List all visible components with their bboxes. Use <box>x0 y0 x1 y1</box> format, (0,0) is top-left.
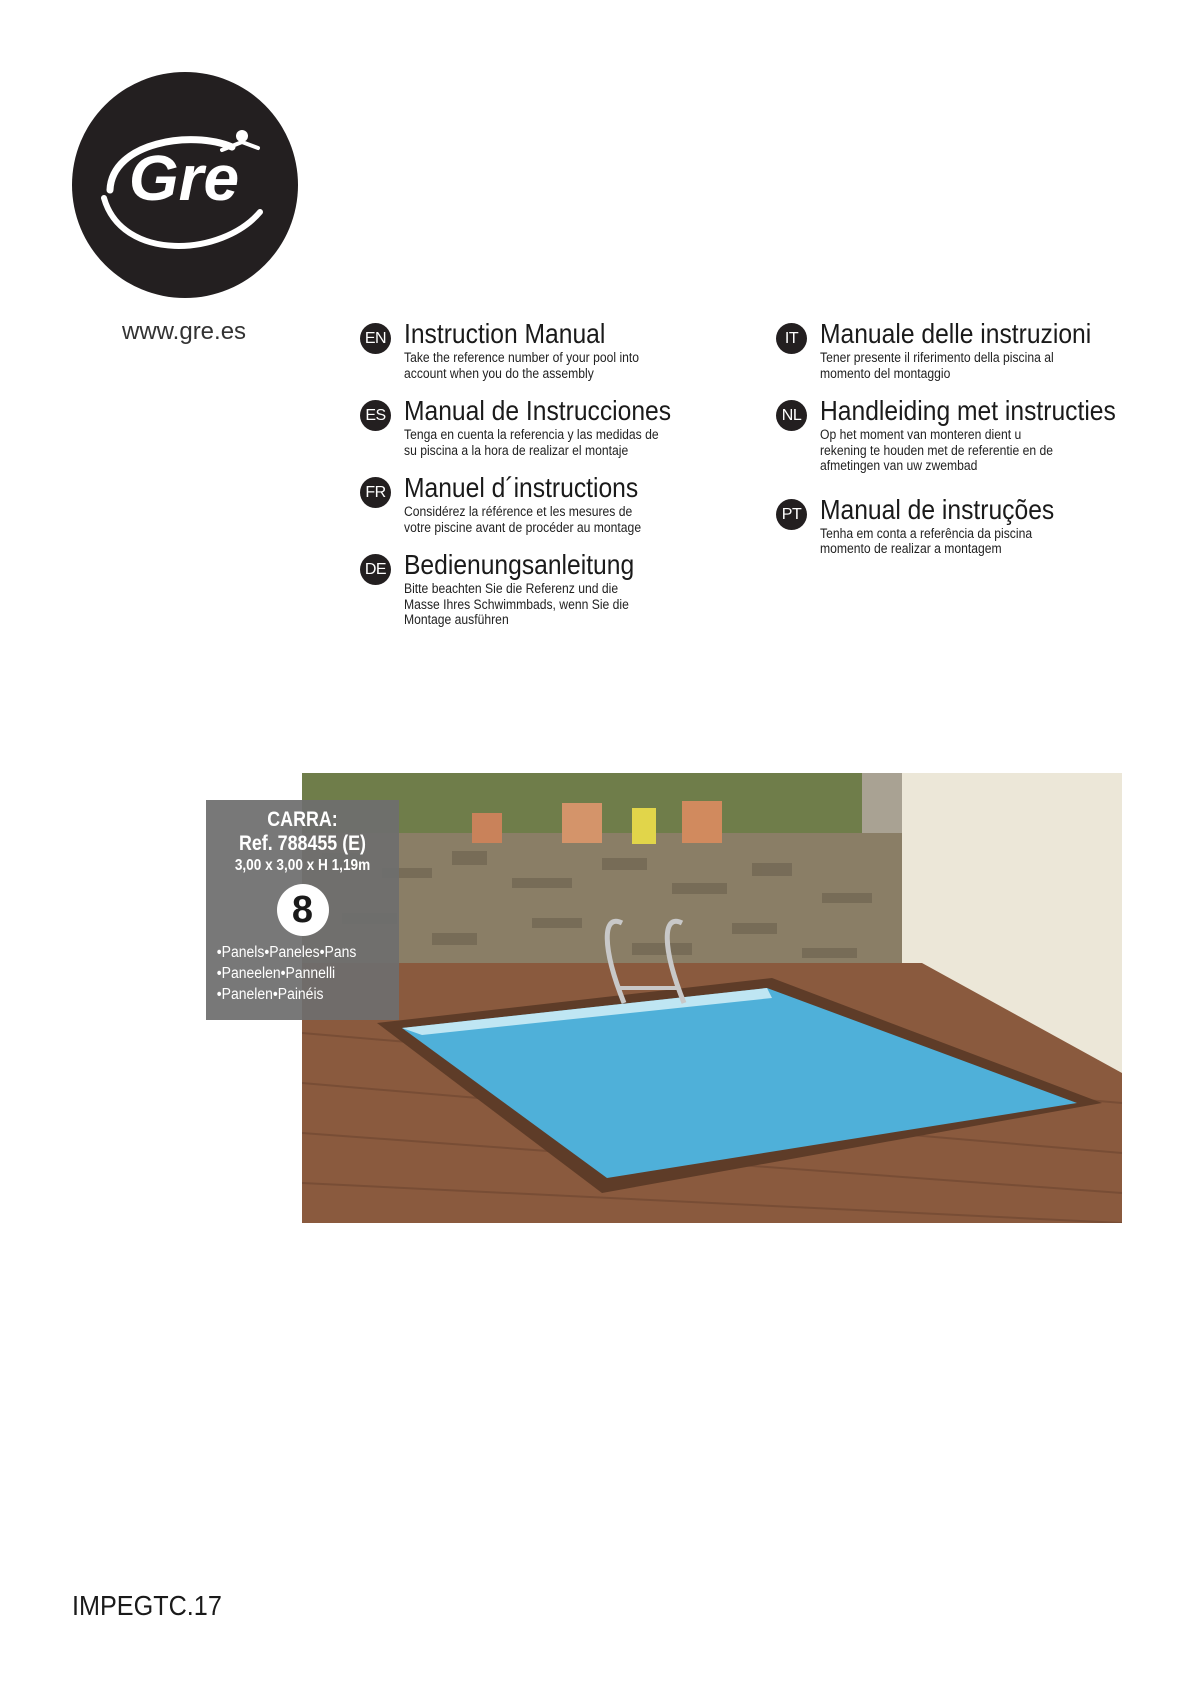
lang-badge-it: IT <box>776 323 807 354</box>
manual-list-left <box>360 318 740 628</box>
manual-pt <box>776 494 1156 557</box>
manual-title-es: Manual de Instrucciones <box>404 395 672 426</box>
manual-desc-nl: Op het moment van monteren dient u rekening te houden met de referentie en de afmetingen van uw zwembad <box>820 427 1054 473</box>
product-reference: Ref. 788455 (E) <box>238 832 366 855</box>
brand-logo <box>72 72 298 298</box>
manual-title-it: Manuale delle instruzioni <box>820 318 1092 349</box>
website-url[interactable]: www.gre.es <box>122 318 247 345</box>
pool-illustration <box>302 773 1122 1223</box>
lang-badge-en: EN <box>360 323 391 354</box>
manual-de <box>360 549 740 628</box>
manual-title-nl: Handleiding met instructies <box>820 395 1116 426</box>
panel-label-line: •Paneelen•Pannelli <box>216 965 336 982</box>
manual-title-de: Bedienungsanleitung <box>404 549 635 580</box>
lang-badge-fr: FR <box>360 477 391 508</box>
manual-desc-en: Take the reference number of your pool into account when you do the assembly <box>404 350 640 381</box>
lang-badge-pt: PT <box>776 499 807 530</box>
lang-badge-es: ES <box>360 400 391 431</box>
manual-fr <box>360 472 740 535</box>
manual-desc-de: Bitte beachten Sie die Referenz und die Masse Ihres Schwimmbads, wenn Sie die Montage ausführen <box>404 581 629 627</box>
panel-label-line: •Panelen•Painéis <box>216 986 324 1003</box>
manual-list-right <box>776 318 1156 557</box>
product-reference-box <box>206 800 399 1020</box>
manual-title-fr: Manuel d´instructions <box>404 472 639 503</box>
manual-desc-es: Tenga en cuenta la referencia y las medidas de su piscina a la hora de realizar el montaje <box>404 427 659 458</box>
product-model: CARRA: <box>267 808 338 831</box>
panel-labels <box>206 942 380 1005</box>
pool-photo <box>302 773 1122 1223</box>
manual-es <box>360 395 740 458</box>
manual-en <box>360 318 740 381</box>
gre-logo-mark <box>72 72 298 298</box>
panel-label-line: •Panels•Paneles•Pans <box>216 944 357 961</box>
lang-badge-de: DE <box>360 554 391 585</box>
document-code: IMPEGTC.17 <box>72 1590 222 1621</box>
manual-it <box>776 318 1156 381</box>
manual-title-en: Instruction Manual <box>404 318 606 349</box>
logo-text: Gre <box>128 142 240 214</box>
panel-count-badge: 8 <box>277 884 329 936</box>
product-dimensions: 3,00 x 3,00 x H 1,19m <box>234 857 371 874</box>
manual-nl <box>776 395 1156 474</box>
manual-desc-fr: Considérez la référence et les mesures de votre piscine avant de procéder au montage <box>404 504 642 535</box>
lang-badge-nl: NL <box>776 400 807 431</box>
manual-desc-pt: Tenha em conta a referência da piscina momento de realizar a montagem <box>820 525 1033 556</box>
manual-title-pt: Manual de instruções <box>820 493 1055 525</box>
manual-desc-it: Tener presente il riferimento della piscina al momento del montaggio <box>820 350 1054 381</box>
